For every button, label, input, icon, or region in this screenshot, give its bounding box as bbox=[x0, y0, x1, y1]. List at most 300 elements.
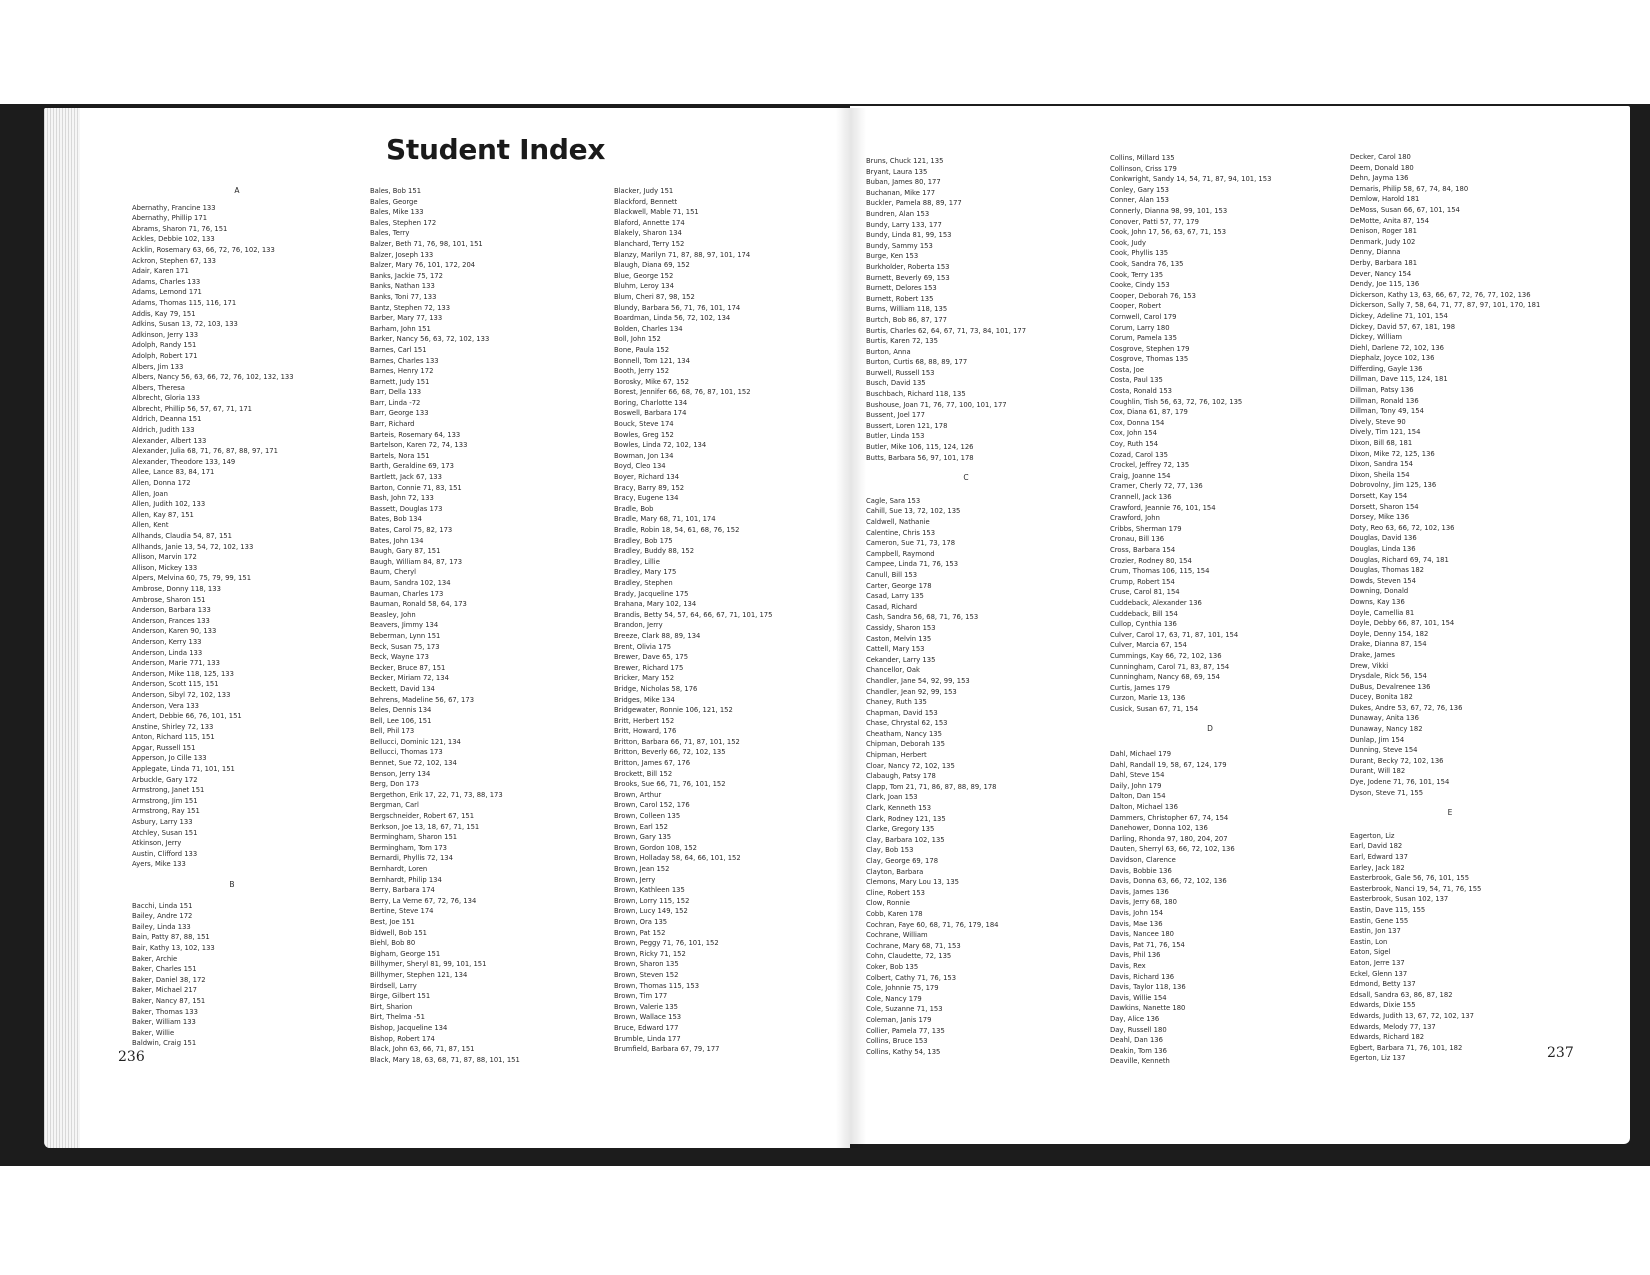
index-entry: Cole, Johnnie 75, 179 bbox=[866, 984, 939, 993]
index-entry: Dorsett, Sharon 154 bbox=[1350, 502, 1419, 511]
index-entry: Buchanan, Mike 177 bbox=[866, 188, 936, 197]
index-entry: Brewer, Richard 175 bbox=[614, 663, 684, 672]
index-entry: Blaford, Annette 174 bbox=[614, 218, 685, 227]
index-entry: Berry, Barbara 174 bbox=[370, 886, 435, 895]
index-entry: Davis, Rex bbox=[1110, 961, 1146, 970]
index-entry: Berry, La Verne 67, 72, 76, 134 bbox=[370, 896, 477, 905]
index-entry: Denmark, Judy 102 bbox=[1350, 237, 1416, 246]
index-entry: Cahill, Sue 13, 72, 102, 135 bbox=[866, 507, 961, 516]
index-entry: Brandon, Jerry bbox=[614, 621, 663, 630]
index-entry: Burtch, Bob 86, 87, 177 bbox=[866, 315, 948, 324]
index-column-3 bbox=[614, 186, 772, 1055]
index-entry: Cosgrove, Stephen 179 bbox=[1110, 344, 1190, 353]
index-column-4 bbox=[866, 156, 1066, 1057]
index-entry: Egerton, Liz 137 bbox=[1350, 1054, 1406, 1063]
index-entry: Dickey, William bbox=[1350, 333, 1402, 342]
index-entry: Blackford, Bennett bbox=[614, 197, 678, 206]
index-entry: Burwell, Russell 153 bbox=[866, 368, 935, 377]
index-entry: Balzer, Beth 71, 76, 98, 101, 151 bbox=[370, 239, 483, 248]
index-entry: Brown, Jean 152 bbox=[614, 865, 670, 873]
index-entry: Brown, Holladay 58, 64, 66, 101, 152 bbox=[614, 854, 741, 863]
index-entry: Beck, Wayne 173 bbox=[370, 653, 429, 662]
index-entry: Bishop, Robert 174 bbox=[370, 1034, 435, 1043]
index-entry: Conley, Gary 153 bbox=[1110, 185, 1170, 194]
index-entry: Barr, George 133 bbox=[370, 409, 429, 418]
index-entry: Albrecht, Phillip 56, 57, 67, 71, 171 bbox=[132, 404, 252, 413]
index-entry: Blum, Cheri 87, 98, 152 bbox=[614, 292, 695, 301]
index-entry: Cochran, Faye 60, 68, 71, 76, 179, 184 bbox=[866, 920, 999, 929]
index-entry: Birt, Thelma -51 bbox=[370, 1013, 425, 1022]
index-entry: Bonnell, Tom 121, 134 bbox=[614, 356, 690, 365]
index-list-a bbox=[132, 203, 342, 870]
index-entry: Durant, Becky 72, 102, 136 bbox=[1350, 756, 1444, 765]
index-entry: Anderson, Kerry 133 bbox=[132, 637, 202, 646]
index-entry: Bricker, Mary 152 bbox=[614, 674, 675, 683]
index-entry: Billhymer, Sheryl 81, 99, 101, 151 bbox=[370, 960, 487, 969]
index-entry: Bates, John 134 bbox=[370, 536, 424, 545]
index-entry: Allee, Lance 83, 84, 171 bbox=[132, 468, 215, 477]
index-entry: Differding, Gayle 136 bbox=[1350, 364, 1423, 373]
index-entry: Cochrane, Mary 68, 71, 153 bbox=[866, 941, 961, 950]
index-entry: Burton, Curtis 68, 88, 89, 177 bbox=[866, 358, 968, 367]
index-entry: Day, Alice 136 bbox=[1110, 1014, 1160, 1023]
index-entry: Armstrong, Janet 151 bbox=[132, 786, 205, 795]
index-entry: Blundy, Barbara 56, 71, 76, 101, 174 bbox=[614, 303, 741, 312]
index-entry: Curzon, Marie 13, 136 bbox=[1110, 694, 1186, 703]
index-list-d-continued bbox=[1350, 152, 1550, 798]
index-entry: Cosgrove, Thomas 135 bbox=[1110, 355, 1189, 364]
index-entry: Cox, Diana 61, 87, 179 bbox=[1110, 408, 1188, 417]
index-entry: Conover, Patti 57, 77, 179 bbox=[1110, 217, 1199, 226]
index-entry: Ambrose, Sharon 151 bbox=[132, 595, 206, 604]
index-entry: Brown, Jerry bbox=[614, 875, 656, 884]
index-entry: Dammers, Christopher 67, 74, 154 bbox=[1110, 813, 1229, 822]
index-entry: Campee, Linda 71, 76, 153 bbox=[866, 560, 959, 569]
index-entry: Birt, Sharion bbox=[370, 1002, 413, 1011]
index-entry: Drake, James bbox=[1350, 650, 1395, 659]
index-list-b-end bbox=[866, 156, 1066, 463]
index-entry: Beck, Susan 75, 173 bbox=[370, 642, 440, 651]
index-entry: Boswell, Barbara 174 bbox=[614, 409, 687, 418]
index-entry: Barr, Linda -72 bbox=[370, 398, 421, 407]
index-entry: Balzer, Mary 76, 101, 172, 204 bbox=[370, 261, 476, 270]
index-entry: Barnes, Henry 172 bbox=[370, 367, 434, 376]
index-entry: Bair, Kathy 13, 102, 133 bbox=[132, 943, 215, 952]
index-entry: Becker, Bruce 87, 151 bbox=[370, 663, 446, 672]
index-entry: Allen, Judith 102, 133 bbox=[132, 500, 206, 509]
index-entry: Collins, Kathy 54, 135 bbox=[866, 1047, 941, 1056]
index-entry: Atkinson, Jerry bbox=[132, 839, 182, 848]
index-entry: Burkholder, Roberta 153 bbox=[866, 262, 950, 271]
index-entry: Cohn, Claudette, 72, 135 bbox=[866, 952, 952, 961]
index-entry: Burnett, Robert 135 bbox=[866, 294, 934, 303]
index-entry: Davis, Jerry 68, 180 bbox=[1110, 898, 1177, 907]
index-entry: Anderson, Vera 133 bbox=[132, 701, 199, 710]
index-entry: Earley, Jack 182 bbox=[1350, 863, 1405, 872]
index-entry: Bidwell, Bob 151 bbox=[370, 928, 427, 937]
index-entry: Cagle, Sara 153 bbox=[866, 496, 921, 505]
index-entry: Bates, Carol 75, 82, 173 bbox=[370, 526, 453, 534]
index-entry: Davis, Nancee 180 bbox=[1110, 930, 1174, 939]
index-entry: Bigham, George 151 bbox=[370, 949, 441, 958]
index-entry: Culver, Marcia 67, 154 bbox=[1110, 641, 1187, 650]
index-entry: Bernhardt, Loren bbox=[370, 865, 428, 873]
index-entry: Barr, Richard bbox=[370, 420, 415, 429]
index-entry: Baugh, Gary 87, 151 bbox=[370, 547, 441, 556]
index-entry: Berkson, Joe 13, 18, 67, 71, 151 bbox=[370, 822, 480, 831]
index-entry: Edwards, Melody 77, 137 bbox=[1350, 1022, 1436, 1031]
index-entry: Anderson, Scott 115, 151 bbox=[132, 680, 219, 689]
index-entry: Baker, William 133 bbox=[132, 1018, 196, 1027]
index-entry: Cullop, Cynthia 136 bbox=[1110, 620, 1177, 629]
index-entry: Diephalz, Joyce 102, 136 bbox=[1350, 354, 1435, 363]
index-entry: Birdsell, Larry bbox=[370, 981, 417, 990]
index-entry: Bain, Patty 87, 88, 151 bbox=[132, 933, 210, 942]
index-entry: Daily, John 179 bbox=[1110, 781, 1162, 790]
index-entry: Denny, Dianna bbox=[1350, 248, 1401, 257]
index-entry: Crozier, Rodney 80, 154 bbox=[1110, 556, 1192, 565]
index-entry: Butler, Linda 153 bbox=[866, 432, 925, 441]
index-entry: Allhands, Claudia 54, 87, 151 bbox=[132, 532, 232, 540]
index-entry: Baker, Charles 151 bbox=[132, 965, 197, 974]
index-entry: Dickey, David 57, 67, 181, 198 bbox=[1350, 322, 1456, 331]
index-entry: Bell, Lee 106, 151 bbox=[370, 716, 432, 725]
index-entry: Burton, Anna bbox=[866, 347, 911, 356]
index-entry: Bussert, Loren 121, 178 bbox=[866, 421, 948, 430]
section-letter-b: B bbox=[229, 880, 235, 889]
index-entry: Bermingham, Tom 173 bbox=[370, 843, 447, 852]
index-entry: Bartelson, Karen 72, 74, 133 bbox=[370, 441, 468, 450]
index-entry: Allison, Mickey 133 bbox=[132, 563, 198, 572]
index-entry: Campbell, Raymond bbox=[866, 549, 935, 558]
index-entry: Eaton, Jerre 137 bbox=[1350, 958, 1405, 967]
index-entry: Dunaway, Nancy 182 bbox=[1350, 725, 1423, 734]
index-entry: Eckel, Glenn 137 bbox=[1350, 969, 1408, 978]
index-entry: Buschbach, Richard 118, 135 bbox=[866, 390, 966, 399]
index-entry: Connerly, Dianna 98, 99, 101, 153 bbox=[1110, 206, 1228, 215]
index-entry: Ayers, Mike 133 bbox=[132, 860, 186, 869]
index-entry: Edmond, Betty 137 bbox=[1350, 980, 1416, 989]
index-entry: Acklin, Rosemary 63, 66, 72, 76, 102, 133 bbox=[132, 245, 275, 254]
index-entry: Apgar, Russell 151 bbox=[132, 743, 196, 752]
index-entry: Andert, Debbie 66, 76, 101, 151 bbox=[132, 712, 242, 721]
index-entry: Dowds, Steven 154 bbox=[1350, 576, 1416, 585]
index-entry: Clabaugh, Patsy 178 bbox=[866, 772, 936, 781]
index-entry: Dillman, Patsy 136 bbox=[1350, 386, 1414, 395]
index-entry: Crum, Thomas 106, 115, 154 bbox=[1110, 567, 1210, 576]
index-entry: Buckler, Pamela 88, 89, 177 bbox=[866, 199, 962, 208]
index-entry: Benson, Jerry 134 bbox=[370, 769, 431, 778]
index-entry: Cunningham, Carol 71, 83, 87, 154 bbox=[1110, 662, 1230, 671]
index-column-1 bbox=[132, 186, 342, 1049]
index-entry: Easterbrook, Susan 102, 137 bbox=[1350, 895, 1449, 904]
index-entry: Bartlett, Jack 67, 133 bbox=[370, 473, 442, 482]
index-entry: Blanzy, Marilyn 71, 87, 88, 97, 101, 174 bbox=[614, 250, 751, 259]
index-entry: Brown, Tim 177 bbox=[614, 992, 668, 1001]
index-entry: Cusick, Susan 67, 71, 154 bbox=[1110, 704, 1199, 713]
index-entry: Bales, Terry bbox=[370, 229, 410, 238]
index-column-5 bbox=[1110, 153, 1310, 1067]
index-entry: Blaugh, Diana 69, 152 bbox=[614, 261, 690, 270]
index-entry: Durant, Will 182 bbox=[1350, 767, 1406, 776]
index-entry: Downs, Kay 136 bbox=[1350, 597, 1405, 606]
index-entry: Cross, Barbara 154 bbox=[1110, 545, 1176, 554]
index-entry: Anderson, Mike 118, 125, 133 bbox=[132, 669, 234, 678]
index-entry: Cekander, Larry 135 bbox=[866, 655, 936, 664]
index-entry: Albers, Nancy 56, 63, 66, 72, 76, 102, 132, 133 bbox=[132, 373, 294, 382]
index-entry: Barton, Connie 71, 83, 151 bbox=[370, 483, 462, 492]
index-entry: Crawford, John bbox=[1110, 514, 1160, 523]
index-entry: Atchley, Susan 151 bbox=[132, 828, 198, 837]
index-entry: Darling, Rhonda 97, 180, 204, 207 bbox=[1110, 834, 1228, 843]
index-entry: Bartels, Nora 151 bbox=[370, 451, 430, 460]
index-entry: Brown, Gordon 108, 152 bbox=[614, 843, 697, 852]
section-letter-c: C bbox=[963, 473, 969, 483]
index-entry: Cook, John 17, 56, 63, 67, 71, 153 bbox=[1110, 228, 1227, 237]
index-entry: Cloar, Nancy 72, 102, 135 bbox=[866, 761, 955, 770]
index-entry: Berg, Don 173 bbox=[370, 780, 419, 789]
index-entry: Blanchard, Terry 152 bbox=[614, 239, 685, 248]
index-entry: Clow, Ronnie bbox=[866, 899, 910, 908]
index-entry: Chancellor, Oak bbox=[866, 666, 920, 675]
index-entry: Blue, George 152 bbox=[614, 271, 674, 280]
index-entry: Egbert, Barbara 71, 76, 101, 182 bbox=[1350, 1043, 1463, 1052]
index-entry: Burtis, Karen 72, 135 bbox=[866, 337, 938, 346]
index-entry: Edwards, Richard 182 bbox=[1350, 1033, 1425, 1042]
index-entry: Danehower, Donna 102, 136 bbox=[1110, 824, 1208, 833]
index-entry: Burns, William 118, 135 bbox=[866, 305, 948, 314]
index-entry: Anderson, Sibyl 72, 102, 133 bbox=[132, 690, 231, 699]
index-entry: Butts, Barbara 56, 97, 101, 178 bbox=[866, 453, 974, 462]
index-entry: DuBus, Devalrenee 136 bbox=[1350, 682, 1431, 691]
index-entry: Conner, Alan 153 bbox=[1110, 196, 1169, 205]
index-entry: Eastin, Jon 137 bbox=[1350, 927, 1401, 936]
index-entry: Douglas, Richard 69, 74, 181 bbox=[1350, 555, 1449, 564]
index-entry: Bushouse, Joan 71, 76, 77, 100, 101, 177 bbox=[866, 400, 1007, 409]
index-entry: Doyle, Camellia 81 bbox=[1350, 608, 1415, 617]
index-entry: Bradle, Bob bbox=[614, 504, 654, 513]
index-entry: Calentine, Chris 153 bbox=[866, 528, 936, 537]
index-entry: Armstrong, Ray 151 bbox=[132, 807, 200, 816]
index-entry: Brandis, Betty 54, 57, 64, 66, 67, 71, 101, 175 bbox=[614, 610, 773, 619]
index-entry: Easterbrook, Gale 56, 76, 101, 155 bbox=[1350, 874, 1470, 883]
index-entry: Cornwell, Carol 179 bbox=[1110, 312, 1177, 321]
page-number-right: 237 bbox=[1547, 1045, 1574, 1061]
index-entry: Baker, Willie bbox=[132, 1028, 175, 1037]
index-entry: Ambrose, Donny 118, 133 bbox=[132, 584, 221, 593]
index-entry: Dehn, Jayma 136 bbox=[1350, 174, 1409, 183]
index-entry: Davidson, Clarence bbox=[1110, 856, 1176, 864]
index-entry: Bergman, Carl bbox=[370, 801, 419, 810]
index-entry: Behrens, Madeline 56, 67, 173 bbox=[370, 695, 475, 704]
index-entry: Applegate, Linda 71, 101, 151 bbox=[132, 765, 235, 774]
index-entry: Crawford, Jeannie 76, 101, 154 bbox=[1110, 503, 1216, 512]
index-entry: Davis, Mae 136 bbox=[1110, 919, 1163, 928]
index-entry: Brown, Thomas 115, 153 bbox=[614, 981, 700, 990]
index-entry: Alexander, Albert 133 bbox=[132, 436, 207, 445]
index-entry: Carter, George 178 bbox=[866, 581, 932, 590]
index-entry: Abernathy, Francine 133 bbox=[132, 203, 216, 212]
index-entry: Dively, Tim 121, 154 bbox=[1350, 428, 1421, 437]
index-entry: Dauten, Sherryl 63, 66, 72, 102, 136 bbox=[1110, 845, 1235, 854]
index-entry: Drysdale, Rick 56, 154 bbox=[1350, 672, 1427, 681]
index-entry: Coleman, Janis 179 bbox=[866, 1015, 932, 1024]
index-entry: Baker, Nancy 87, 151 bbox=[132, 996, 206, 1005]
index-entry: Adkinson, Jerry 133 bbox=[132, 330, 199, 339]
index-entry: Boyer, Richard 134 bbox=[614, 473, 680, 482]
index-list-d bbox=[1110, 749, 1310, 1067]
index-entry: Crockel, Jeffrey 72, 135 bbox=[1110, 461, 1190, 470]
index-entry: Cozad, Carol 135 bbox=[1110, 450, 1169, 459]
index-entry: Chapman, David 153 bbox=[866, 708, 938, 717]
index-entry: Drew, Vikki bbox=[1350, 661, 1389, 670]
index-entry: Eagerton, Liz bbox=[1350, 831, 1395, 840]
index-entry: Allhands, Janie 13, 54, 72, 102, 133 bbox=[132, 542, 254, 551]
index-entry: Blakely, Sharon 134 bbox=[614, 229, 682, 238]
index-entry: Davis, James 136 bbox=[1110, 887, 1169, 896]
index-entry: Dalton, Michael 136 bbox=[1110, 803, 1178, 812]
index-entry: Cox, Donna 154 bbox=[1110, 418, 1165, 427]
index-entry: Banks, Toni 77, 133 bbox=[370, 292, 437, 301]
index-entry: Costa, Joe bbox=[1110, 365, 1144, 374]
index-entry: Bradley, Mary 175 bbox=[614, 568, 677, 577]
index-entry: Brown, Ricky 71, 152 bbox=[614, 949, 686, 958]
index-entry: Dickerson, Sally 7, 58, 64, 71, 77, 87, 97, 101, 170, 181 bbox=[1350, 301, 1541, 310]
index-entry: Collins, Bruce 153 bbox=[866, 1037, 928, 1046]
index-entry: Brady, Jacqueline 175 bbox=[614, 589, 689, 598]
index-entry: Blacker, Judy 151 bbox=[614, 187, 674, 195]
index-entry: Cooper, Deborah 76, 153 bbox=[1110, 291, 1196, 300]
index-entry: Craig, Joanne 154 bbox=[1110, 471, 1171, 480]
index-entry: Cook, Judy bbox=[1110, 238, 1146, 247]
index-entry: Clark, Rodney 121, 135 bbox=[866, 814, 946, 823]
index-entry: Dixon, Sandra 154 bbox=[1350, 460, 1413, 469]
index-entry: Cassidy, Sharon 153 bbox=[866, 623, 936, 632]
index-entry: Dorsey, Mike 136 bbox=[1350, 513, 1410, 522]
index-entry: Earl, Edward 137 bbox=[1350, 853, 1408, 861]
index-list-c bbox=[866, 496, 1066, 1057]
index-entry: Cummings, Kay 66, 72, 102, 136 bbox=[1110, 651, 1222, 660]
index-entry: Dobrovolny, Jim 125, 136 bbox=[1350, 481, 1437, 490]
index-entry: Coughlin, Tish 56, 63, 72, 76, 102, 135 bbox=[1110, 397, 1243, 406]
index-entry: Cruse, Carol 81, 154 bbox=[1110, 588, 1180, 597]
index-entry: Bruns, Chuck 121, 135 bbox=[866, 157, 944, 165]
index-entry: Beckett, David 134 bbox=[370, 684, 435, 693]
index-entry: Asbury, Larry 133 bbox=[132, 818, 193, 827]
index-entry: Dixon, Sheila 154 bbox=[1350, 470, 1410, 479]
index-entry: Anton, Richard 115, 151 bbox=[132, 733, 215, 742]
index-list-b-continued bbox=[370, 186, 520, 1065]
index-entry: Clay, Barbara 102, 135 bbox=[866, 835, 945, 844]
index-entry: Cooper, Robert bbox=[1110, 302, 1162, 311]
index-entry: Cochrane, William bbox=[866, 931, 928, 940]
index-entry: Dawkins, Nanette 180 bbox=[1110, 1004, 1186, 1013]
index-entry: Bauman, Charles 173 bbox=[370, 589, 444, 598]
index-entry: Cameron, Sue 71, 73, 178 bbox=[866, 539, 956, 548]
index-entry: Bash, John 72, 133 bbox=[370, 494, 434, 503]
index-entry: Dickey, Adeline 71, 101, 154 bbox=[1350, 311, 1448, 320]
index-entry: Bradley, Buddy 88, 152 bbox=[614, 547, 695, 556]
index-entry: Boyd, Cleo 134 bbox=[614, 462, 666, 471]
index-entry: Brewer, Dave 65, 175 bbox=[614, 653, 689, 662]
index-entry: Costa, Paul 135 bbox=[1110, 376, 1163, 385]
index-entry: Brown, Steven 152 bbox=[614, 970, 679, 979]
index-entry: Cronau, Bill 136 bbox=[1110, 535, 1165, 544]
index-entry: Becker, Miriam 72, 134 bbox=[370, 674, 449, 683]
index-entry: Allen, Donna 172 bbox=[132, 479, 191, 488]
index-entry: Colbert, Cathy 71, 76, 153 bbox=[866, 973, 957, 982]
index-entry: Cribbs, Sherman 179 bbox=[1110, 524, 1182, 533]
index-entry: DeMotte, Anita 87, 154 bbox=[1350, 216, 1430, 225]
index-entry: Anderson, Marie 771, 133 bbox=[132, 659, 220, 668]
index-entry: Chaney, Ruth 135 bbox=[866, 698, 927, 707]
index-entry: Cook, Terry 135 bbox=[1110, 270, 1164, 279]
index-entry: Billhymer, Stephen 121, 134 bbox=[370, 970, 468, 979]
index-entry: Dyson, Steve 71, 155 bbox=[1350, 788, 1424, 797]
index-entry: Easterbrook, Nanci 19, 54, 71, 76, 155 bbox=[1350, 884, 1482, 893]
index-entry: Black, John 63, 66, 71, 87, 151 bbox=[370, 1045, 475, 1054]
index-entry: Allison, Marvin 172 bbox=[132, 553, 197, 562]
index-entry: Brown, Sharon 135 bbox=[614, 960, 679, 969]
index-entry: Caldwell, Nathanie bbox=[866, 518, 930, 526]
index-entry: Baum, Sandra 102, 134 bbox=[370, 578, 451, 587]
index-entry: Anderson, Barbara 133 bbox=[132, 606, 211, 615]
index-entry: Barnes, Carl 151 bbox=[370, 345, 427, 354]
index-entry: Baker, Archie bbox=[132, 954, 178, 963]
index-entry: Dye, Jodene 71, 76, 101, 154 bbox=[1350, 778, 1450, 787]
index-entry: Bradle, Robin 18, 54, 61, 68, 76, 152 bbox=[614, 526, 740, 534]
index-entry: Aldrich, Judith 133 bbox=[132, 426, 195, 435]
index-entry: Corum, Larry 180 bbox=[1110, 323, 1170, 332]
index-entry: Deaville, Kenneth bbox=[1110, 1057, 1170, 1066]
index-entry: Edsall, Sandra 63, 86, 87, 182 bbox=[1350, 990, 1453, 999]
index-entry: Brumble, Linda 177 bbox=[614, 1034, 681, 1043]
index-entry: Dalton, Dan 154 bbox=[1110, 792, 1166, 801]
index-entry: Boll, John 152 bbox=[614, 335, 661, 344]
index-entry: Brown, Arthur bbox=[614, 790, 662, 799]
index-entry: Dunaway, Anita 136 bbox=[1350, 714, 1419, 723]
index-entry: Addis, Kay 79, 151 bbox=[132, 309, 196, 318]
index-entry: Chandler, Jane 54, 92, 99, 153 bbox=[866, 676, 970, 685]
index-entry: Bailey, Linda 133 bbox=[132, 922, 191, 931]
index-entry: Austin, Clifford 133 bbox=[132, 849, 198, 858]
index-entry: Cook, Sandra 76, 135 bbox=[1110, 259, 1184, 268]
index-entry: Cunningham, Nancy 68, 69, 154 bbox=[1110, 673, 1220, 682]
index-entry: Dahl, Randall 19, 58, 67, 124, 179 bbox=[1110, 760, 1227, 769]
index-entry: Busch, David 135 bbox=[866, 379, 926, 388]
index-column-2 bbox=[370, 186, 520, 1065]
index-entry: Bouck, Steve 174 bbox=[614, 420, 674, 429]
index-entry: Dickerson, Kathy 13, 63, 66, 67, 72, 76, 77, 102, 136 bbox=[1350, 290, 1531, 299]
index-entry: Bundren, Alan 153 bbox=[866, 209, 930, 218]
index-entry: Chase, Chrystal 62, 153 bbox=[866, 719, 948, 728]
index-entry: Davis, Taylor 118, 136 bbox=[1110, 983, 1186, 992]
index-entry: Black, Mary 18, 63, 68, 71, 87, 88, 101, 151 bbox=[370, 1055, 520, 1064]
index-entry: Coker, Bob 135 bbox=[866, 962, 919, 971]
index-entry: Crump, Robert 154 bbox=[1110, 577, 1175, 586]
index-entry: Davis, Donna 63, 66, 72, 102, 136 bbox=[1110, 877, 1227, 886]
index-entry: Bishop, Jacqueline 134 bbox=[370, 1023, 448, 1032]
index-entry: Bowles, Greg 152 bbox=[614, 430, 674, 439]
index-entry: Chipman, Herbert bbox=[866, 751, 927, 760]
index-entry: Boardman, Linda 56, 72, 102, 134 bbox=[614, 314, 731, 323]
index-entry: Adams, Lemond 171 bbox=[132, 288, 202, 297]
index-entry: Douglas, David 136 bbox=[1350, 534, 1417, 543]
index-entry: Cheatham, Nancy 135 bbox=[866, 729, 942, 738]
index-entry: Banks, Jackie 75, 172 bbox=[370, 271, 443, 280]
index-entry: Casad, Richard bbox=[866, 602, 918, 611]
index-entry: Drake, Dianna 87, 154 bbox=[1350, 640, 1427, 649]
